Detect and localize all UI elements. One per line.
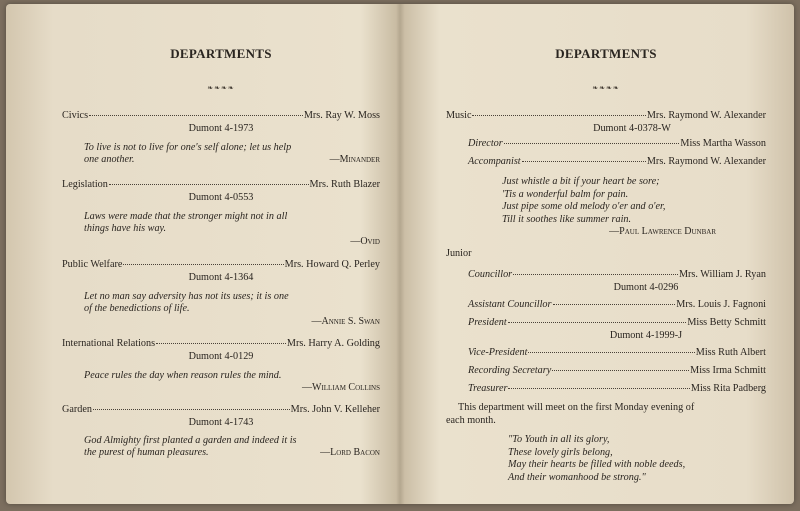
director-row	[468, 138, 766, 151]
poem-line: Just pipe some old melody o'er and o'er,	[502, 201, 666, 212]
assistant-councillor-row	[468, 299, 766, 312]
councillor-label: Councillor	[468, 269, 513, 280]
right-page-title: DEPARTMENTS	[555, 46, 657, 61]
international-quote-1: Peace rules the day when reason rules the mind.	[84, 370, 282, 381]
assistant-councillor-label: Assistant Councillor	[468, 299, 552, 310]
treasurer-label: Treasurer	[468, 383, 508, 394]
civics-label: Civics	[62, 110, 89, 121]
public-welfare-quote-1: Let no man say adversity has not its uses; it is one	[84, 291, 289, 302]
garden-name: Mrs. John V. Kelleher	[290, 404, 380, 415]
legislation-name: Mrs. Ruth Blazer	[309, 179, 380, 190]
director-name: Miss Martha Wasson	[680, 138, 766, 149]
verse-line: "To Youth in all its glory,	[508, 434, 610, 445]
right-ornament: ❧❧❧❧	[592, 84, 620, 92]
treasurer-name: Miss Rita Padberg	[690, 383, 766, 394]
councillor-row	[468, 269, 766, 282]
youth-verse	[508, 434, 685, 484]
garden-row	[62, 404, 380, 417]
public-welfare-quote-2: of the benedictions of life.	[84, 303, 190, 314]
poem-line: 'Tis a wonderful balm for pain.	[502, 188, 629, 200]
president-row	[468, 317, 766, 330]
leader-dots	[552, 370, 689, 371]
legislation-phone: Dumont 4-0553	[188, 192, 254, 203]
civics-quote-2: one another.	[84, 154, 135, 165]
leader-dots	[156, 343, 286, 344]
left-ornament: ❧❧❧❧	[207, 84, 235, 92]
civics-row	[62, 110, 380, 123]
accompanist-name: Mrs. Raymond W. Alexander	[646, 156, 766, 167]
leader-dots	[89, 115, 303, 116]
music-phone: Dumont 4-0378-W	[593, 123, 671, 134]
president-name: Miss Betty Schmitt	[687, 317, 766, 328]
international-phone: Dumont 4-0129	[188, 351, 254, 362]
vice-president-label: Vice-President	[468, 347, 528, 358]
director-label: Director	[468, 138, 503, 149]
international-author: —William Collins	[302, 382, 380, 393]
legislation-quote-2: things have his way.	[84, 223, 167, 234]
leader-dots	[93, 409, 290, 410]
leader-dots	[508, 322, 687, 323]
music-row	[446, 110, 766, 123]
garden-label: Garden	[62, 404, 92, 415]
civics-name: Mrs. Ray W. Moss	[303, 110, 380, 121]
leader-dots	[528, 352, 694, 353]
vice-president-row	[468, 347, 766, 360]
meeting-note-2: each month.	[446, 415, 496, 426]
leader-dots	[472, 115, 645, 116]
civics-author: —Minander	[329, 154, 380, 165]
president-label: President	[468, 317, 507, 328]
accompanist-row	[468, 156, 766, 169]
right-page	[446, 4, 766, 504]
garden-author: —Lord Bacon	[320, 447, 380, 458]
junior-heading: Junior	[446, 248, 472, 259]
left-page	[62, 4, 380, 504]
leader-dots	[522, 161, 646, 162]
verse-line: May their hearts be filled with noble deeds,	[508, 459, 686, 470]
verse-line: And their womanhood be strong."	[508, 471, 646, 483]
meeting-note-1: This department will meet on the first Monday evening of	[458, 402, 695, 413]
poem-line: Till it soothes like summer rain.	[502, 213, 632, 225]
recording-secretary-name: Miss Irma Schmitt	[690, 365, 766, 376]
booklet	[6, 4, 794, 504]
recording-secretary-label: Recording Secretary	[468, 365, 552, 376]
public-welfare-author: —Annie S. Swan	[311, 316, 380, 327]
councillor-phone: Dumont 4-0296	[613, 282, 679, 293]
left-page-title: DEPARTMENTS	[170, 46, 272, 61]
recording-secretary-row	[468, 365, 766, 378]
poem-author: —Paul Lawrence Dunbar	[609, 226, 716, 237]
assistant-councillor-name: Mrs. Louis J. Fagnoni	[676, 299, 766, 310]
leader-dots	[508, 388, 689, 389]
civics-phone: Dumont 4-1973	[188, 123, 254, 134]
poem-line: Just whistle a bit if your heart be sore;	[502, 176, 660, 187]
garden-phone: Dumont 4-1743	[188, 417, 254, 428]
accompanist-label: Accompanist	[468, 156, 521, 167]
international-name: Mrs. Harry A. Golding	[286, 338, 380, 349]
international-row	[62, 338, 380, 351]
president-phone: Dumont 4-1999-J	[609, 330, 683, 341]
legislation-author: —Ovid	[350, 236, 380, 247]
verse-line: These lovely girls belong,	[508, 446, 613, 458]
leader-dots	[553, 304, 676, 305]
music-name: Mrs. Raymond W. Alexander	[646, 110, 766, 121]
leader-dots	[109, 184, 309, 185]
civics-quote-1: To live is not to live for one's self alone; let us help	[84, 142, 292, 153]
public-welfare-phone: Dumont 4-1364	[188, 272, 254, 283]
leader-dots	[123, 264, 283, 265]
treasurer-row	[468, 383, 766, 396]
public-welfare-row	[62, 259, 380, 272]
garden-quote-1: God Almighty first planted a garden and indeed it is	[84, 435, 297, 446]
leader-dots	[504, 143, 680, 144]
legislation-quote-1: Laws were made that the stronger might not in all	[84, 211, 288, 222]
music-poem	[502, 176, 665, 226]
legislation-label: Legislation	[62, 179, 108, 190]
councillor-name: Mrs. William J. Ryan	[678, 269, 766, 280]
public-welfare-name: Mrs. Howard Q. Perley	[284, 259, 380, 270]
international-label: International Relations	[62, 338, 156, 349]
vice-president-name: Miss Ruth Albert	[695, 347, 766, 358]
leader-dots	[513, 274, 678, 275]
garden-quote-2: the purest of human pleasures.	[84, 447, 209, 458]
music-label: Music	[446, 110, 472, 121]
public-welfare-label: Public Welfare	[62, 259, 123, 270]
legislation-row	[62, 179, 380, 192]
